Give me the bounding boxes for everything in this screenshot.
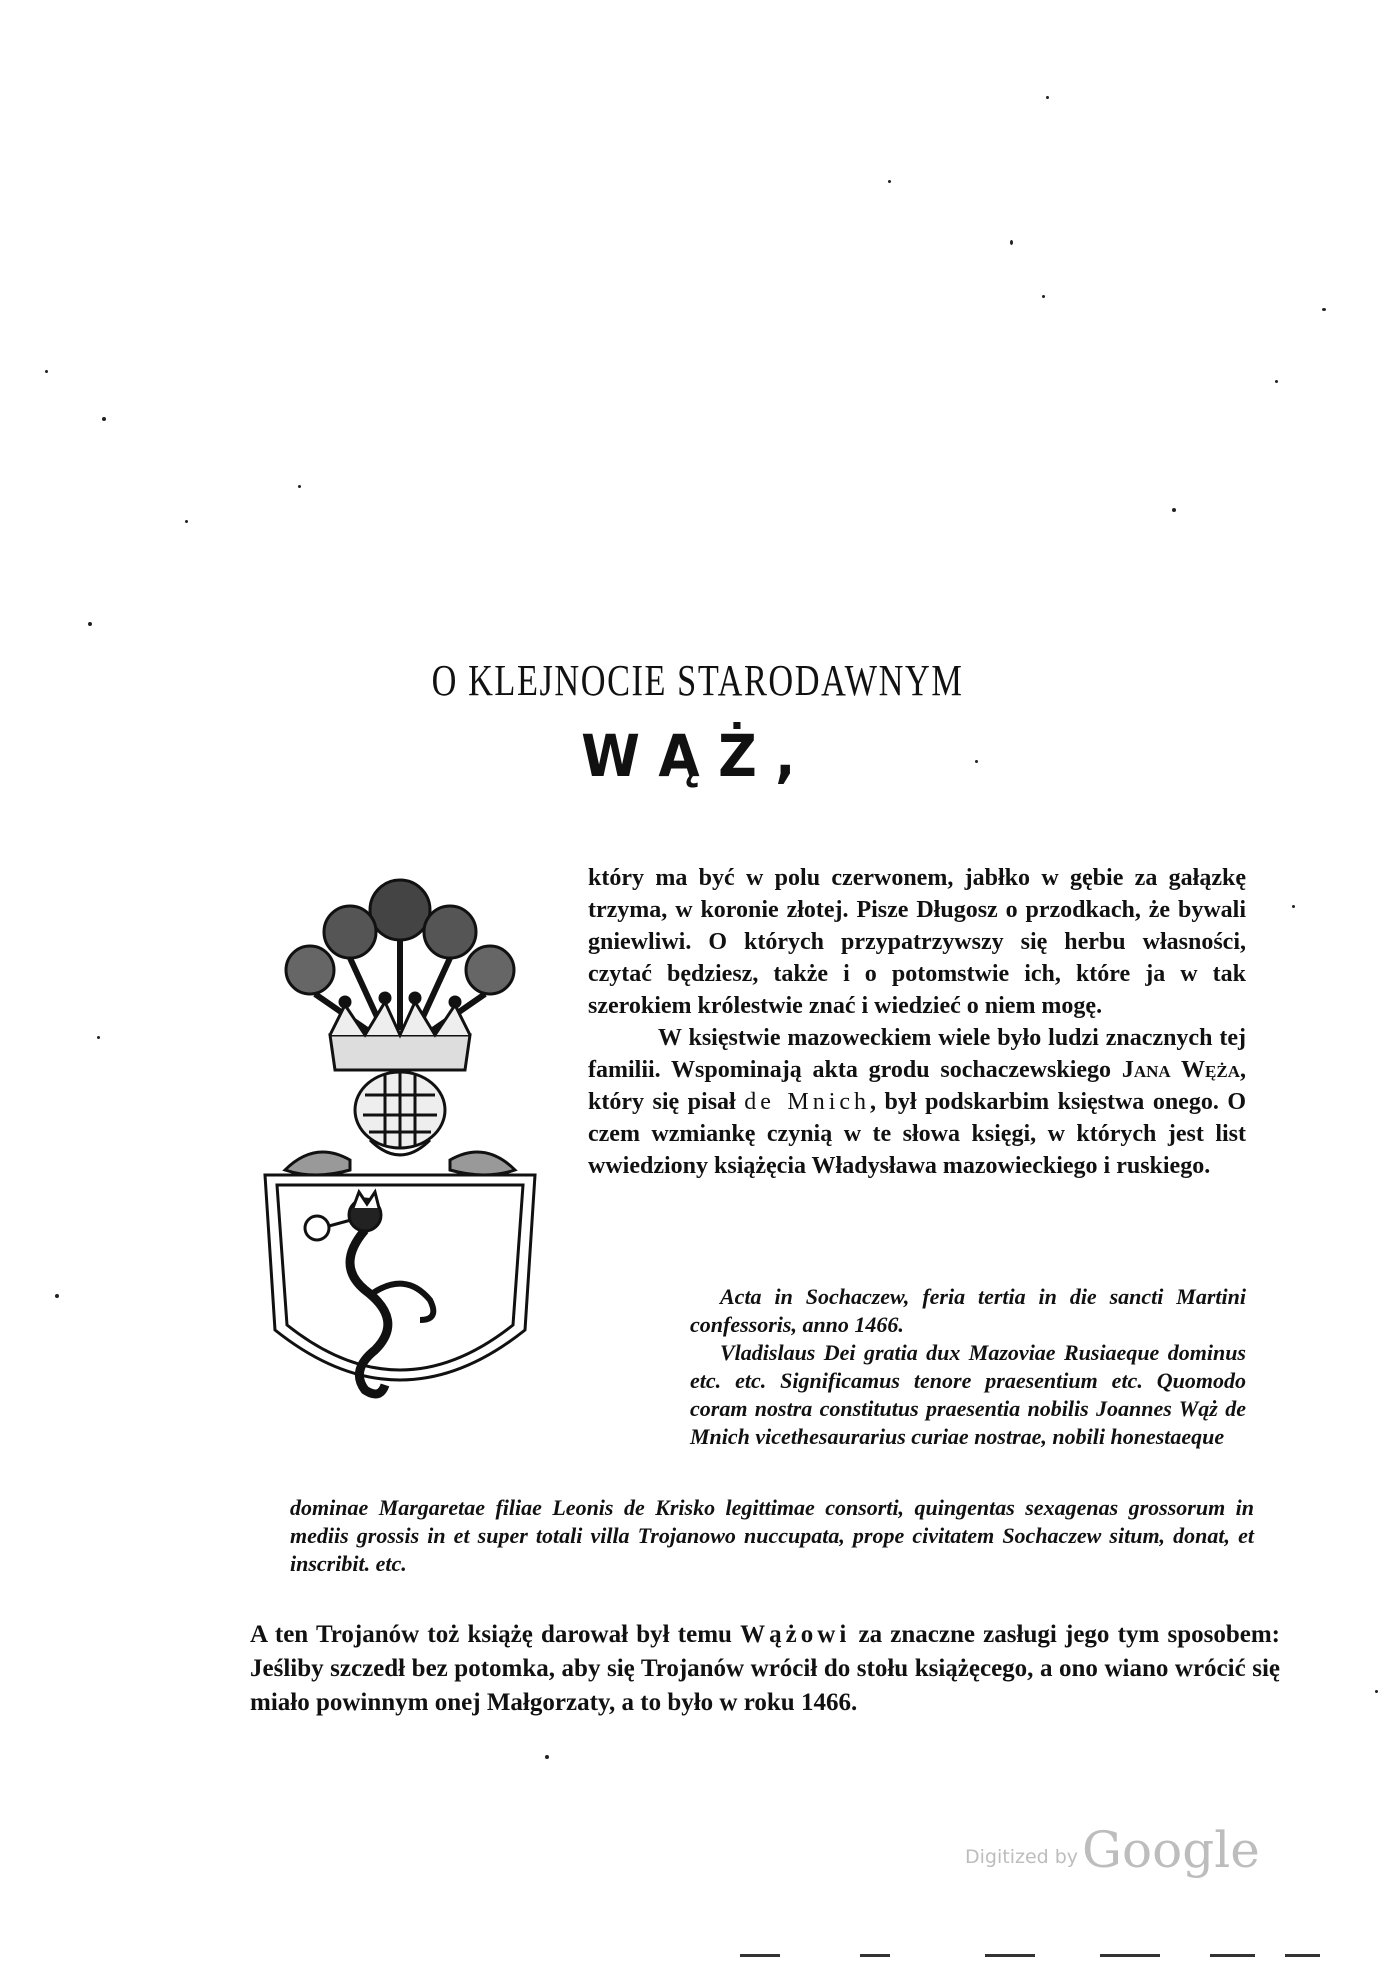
latin-vladislaus: Vladislaus Dei gratia dux Mazoviae Rusiaeque dominus etc. etc. Significamus tenore praesentium etc. Quomodo coram nostra constitutus praesentia nobilis Joannes Wąż de Mnich vicethesaurarius curiae nostrae, nobili honestaeque <box>690 1340 1246 1449</box>
paragraph-2-part-c: , był podskarbim księstwa onego. O czem wzmiankę czynią w te słowa księgi, w których jest list wwiedziony książęcia Władysława mazowieckiego i ruskiego. <box>588 1089 1246 1179</box>
paragraph-1: który ma być w polu czerwonem, jabłko w gębie za gałązkę trzyma, w koronie złotej. Pisze Długosz o przodkach, że bywali gniewliwi. O których przypatrzywszy się herbu własności, czytać będziesz, także i o potomstwie ich, które ja w tak szerokiem królestwie znać i wiedzieć o niem mogę. <box>588 865 1246 1019</box>
main-text-right <box>588 862 1246 1182</box>
closing-paragraph <box>250 1618 1280 1720</box>
paragraph-2-part-b: , który się pisał <box>588 1057 1246 1115</box>
latin-quote-right <box>690 1283 1246 1451</box>
closing-part-b: za znaczne zasługi jego tym sposobem: Jeśliby szczedł bez potomka, aby się Trojanów wrócił do stołu książęcego, a ono wiano wrócić się miało powinnym onej Małgorzaty, a to było w roku 1466. <box>250 1621 1280 1716</box>
chapter-title: O KLEJNOCIE STARODAWNYM <box>431 656 964 705</box>
closing-part-a: A ten Trojanów toż książę darował był temu <box>250 1621 741 1648</box>
latin-acta: Acta in Sochaczew, feria tertia in die sancti Martini confessoris, anno 1466. <box>690 1284 1246 1337</box>
spaced-wazowi: Wążowi <box>740 1621 851 1648</box>
spaced-de-mnich: de Mnich <box>744 1089 871 1115</box>
paragraph-2 <box>588 1022 1246 1182</box>
latin-quote-full <box>290 1494 1254 1578</box>
bottom-edge-marks <box>740 1954 1340 1960</box>
watermark-small: Digitized by <box>965 1846 1079 1868</box>
chapter-word: WĄŻ, <box>581 722 814 790</box>
paragraph-2-part-a: W księstwie mazoweckiem wiele było ludzi znacznych tej familii. Wspominają akta grodu sochaczewskiego <box>588 1025 1246 1083</box>
snake-coat-of-arms-icon <box>255 870 545 1430</box>
google-logo: Google <box>1082 1821 1260 1879</box>
name-jana-weza: Jana Węża <box>1121 1057 1240 1083</box>
digitized-watermark <box>965 1808 1260 1878</box>
latin-continuation: dominae Margaretae filiae Leonis de Krisko legittimae consorti, quingentas sexagenas grossorum in mediis grossis in et super totali villa Trojanowo nuccupata, prope civitatem Sochaczew situm, donat, et inscribit. etc. <box>290 1495 1254 1576</box>
